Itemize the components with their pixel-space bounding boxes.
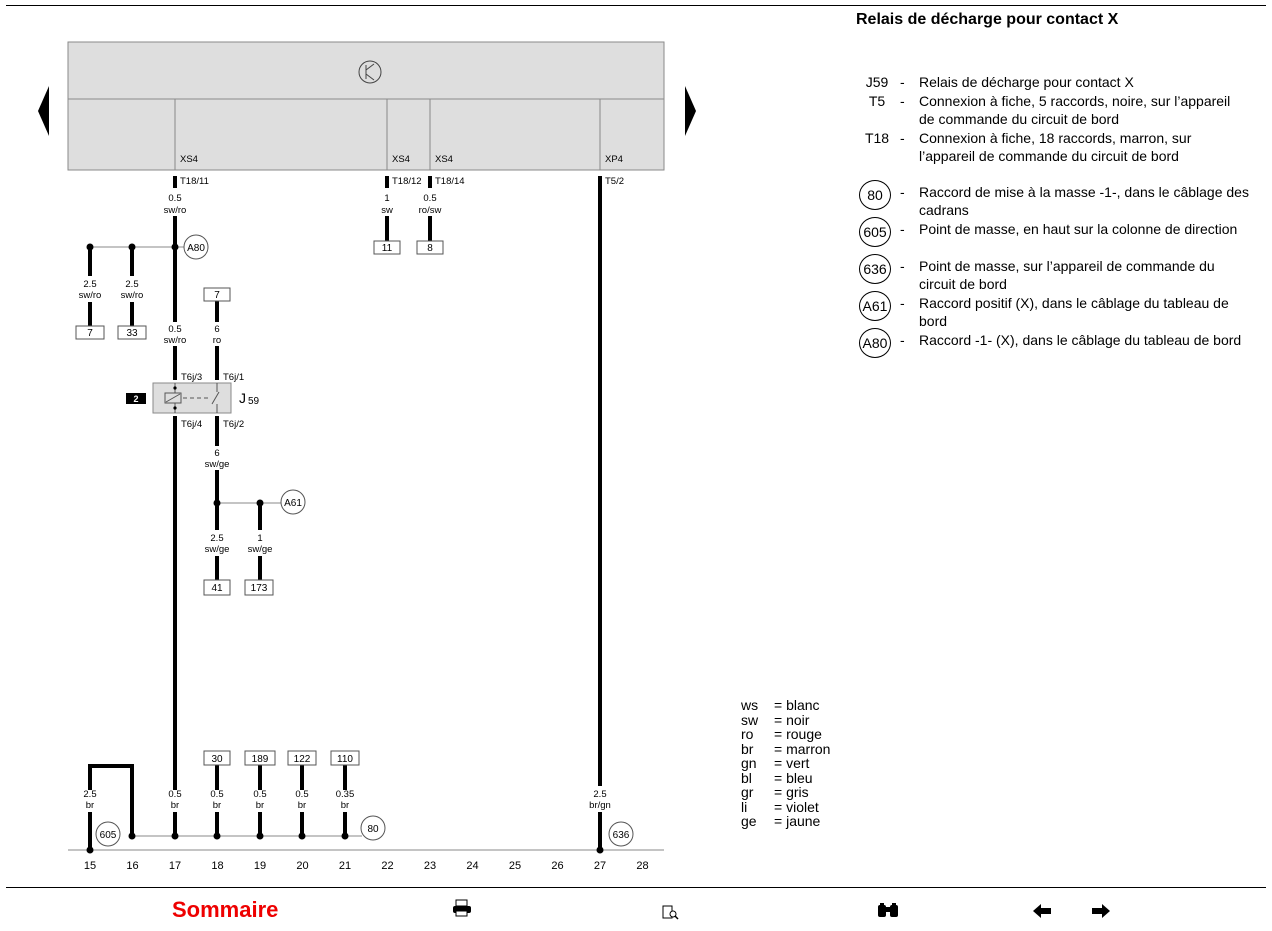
column-number: 27 <box>593 860 607 872</box>
column-number: 19 <box>253 860 267 872</box>
color-code: bl <box>741 769 752 786</box>
wire-size: 2.5 <box>593 789 607 800</box>
pin-label: T18/11 <box>180 176 209 187</box>
column-number: 26 <box>551 860 564 872</box>
wire-color: br <box>170 800 180 811</box>
color-name: violet <box>786 798 819 815</box>
color-code-row <box>741 814 830 829</box>
legend-dash: - <box>900 130 905 146</box>
nav-right-icon[interactable] <box>685 86 696 136</box>
wire-color: sw/ro <box>78 290 102 301</box>
printer-icon[interactable] <box>452 899 472 922</box>
legend-code: J59 <box>865 74 889 90</box>
legend-circle-code: 636 <box>859 254 891 284</box>
color-code-row <box>741 713 830 728</box>
wire-labels <box>79 193 611 811</box>
wire-size: 2.5 <box>83 789 97 800</box>
legend-circle-code: A61 <box>859 291 891 321</box>
wire-size: 0.5 <box>253 789 267 800</box>
connector-label: XS4 <box>392 154 410 165</box>
ref-box: 11 <box>381 243 393 254</box>
arrow-left-icon[interactable] <box>1032 903 1052 924</box>
column-number: 23 <box>423 860 437 872</box>
wire-size: 0.5 <box>168 789 182 800</box>
wire-color: sw/ge <box>204 459 230 470</box>
color-code-row <box>741 698 830 713</box>
wire-color: br <box>212 800 222 811</box>
bottom-rule <box>6 887 1266 888</box>
color-code: gr <box>741 784 754 800</box>
column-number: 25 <box>508 860 522 872</box>
column-numbers <box>84 860 649 872</box>
wire-color: ro/sw <box>418 205 442 216</box>
color-name: noir <box>786 711 810 728</box>
column-number: 22 <box>381 860 394 872</box>
legend-code: T18 <box>864 130 890 146</box>
pin-label: T5/2 <box>605 176 625 187</box>
legend-description: Raccord de mise à la masse -1-, dans le câblage des cadrans <box>919 184 1249 218</box>
equals-sign: = <box>774 769 787 786</box>
color-name: vert <box>786 755 810 771</box>
color-code: li <box>741 798 748 815</box>
connector-label: XP4 <box>605 154 623 165</box>
pin-label: T6j/2 <box>223 419 245 430</box>
relay-badge-label: 2 <box>133 394 139 404</box>
wire-size: 2.5 <box>83 279 97 290</box>
wires <box>90 176 600 850</box>
connector-label: XS4 <box>435 154 453 165</box>
wire-color: br <box>255 800 265 811</box>
point-80: 80 <box>367 824 379 835</box>
point-605: 605 <box>99 830 117 841</box>
wire-size: 1 <box>257 533 263 544</box>
pin-label: T6j/3 <box>181 372 203 383</box>
equals-sign: = <box>774 813 787 829</box>
wire-size: 2.5 <box>210 533 224 544</box>
ref-box: 173 <box>250 583 268 594</box>
wire-size: 0.5 <box>168 193 182 204</box>
color-code-legend <box>741 698 830 829</box>
control-unit-box <box>68 42 664 170</box>
wire-size: 6 <box>214 324 220 335</box>
ref-box: 7 <box>214 290 220 301</box>
document-search-icon[interactable] <box>662 905 680 926</box>
column-number: 24 <box>466 860 479 872</box>
relay-j59 <box>126 383 260 413</box>
color-name: rouge <box>786 726 822 742</box>
legend-circle-code: 605 <box>859 217 891 247</box>
ref-box: 122 <box>293 754 311 765</box>
point-a80: A80 <box>187 243 205 254</box>
relay-label-sub: 59 <box>248 396 260 407</box>
legend-dash: - <box>900 221 905 237</box>
legend-dash: - <box>900 258 905 274</box>
legend-description: Raccord -1- (X), dans le câblage du tableau de bord <box>919 332 1242 348</box>
ref-box: 189 <box>251 754 269 765</box>
sommaire-link[interactable]: Sommaire <box>172 897 279 922</box>
wire-size: 0.5 <box>295 789 309 800</box>
column-number: 18 <box>211 860 224 872</box>
legend-dash: - <box>900 93 905 109</box>
point-636: 636 <box>612 830 630 841</box>
pin-label: T18/14 <box>435 176 465 187</box>
wire-color: ro <box>212 335 222 346</box>
junction-lines <box>68 247 664 850</box>
wire-color: sw/ge <box>204 544 230 555</box>
color-code-row <box>741 742 830 757</box>
ref-box: 110 <box>337 754 353 765</box>
legend-dash: - <box>900 184 905 200</box>
equals-sign: = <box>774 784 787 800</box>
color-code: ro <box>741 726 754 742</box>
legend-description: Connexion à fiche, 5 raccords, noire, sur l’appareil de commande du circuit de bord <box>919 93 1231 127</box>
color-name: gris <box>786 784 809 800</box>
pin-label: T6j/1 <box>223 372 245 383</box>
color-name: bleu <box>786 769 813 786</box>
color-code: ge <box>741 813 757 829</box>
wire-color: br <box>297 800 307 811</box>
column-number: 17 <box>168 860 182 872</box>
wire-size: 0.5 <box>168 324 182 335</box>
equals-sign: = <box>774 740 787 757</box>
wire-size: 6 <box>214 448 220 459</box>
legend-circle-code: 80 <box>859 180 891 210</box>
column-number: 28 <box>636 860 649 872</box>
binoculars-icon[interactable] <box>876 902 900 925</box>
relay-label: J <box>239 390 246 406</box>
color-code-row <box>741 727 830 742</box>
equals-sign: = <box>774 711 787 728</box>
column-number: 15 <box>83 860 97 872</box>
wire-color: br <box>85 800 95 811</box>
ref-box: 41 <box>211 583 223 594</box>
page-title: Relais de décharge pour contact X <box>856 11 1119 28</box>
ref-box: 8 <box>427 243 433 254</box>
legend-description: Connexion à fiche, 18 raccords, marron, sur l’appareil de commande du circuit de bord <box>919 130 1192 164</box>
pin-label: T6j/4 <box>181 419 203 430</box>
equals-sign: = <box>774 697 787 713</box>
point-a61: A61 <box>284 498 302 509</box>
wire-color: sw/ro <box>120 290 144 301</box>
wire-color: sw/ro <box>163 205 187 216</box>
color-name: marron <box>786 740 831 757</box>
color-code: br <box>741 740 754 757</box>
color-code-row <box>741 800 830 815</box>
color-code-row <box>741 785 830 800</box>
wire-size: 0.5 <box>423 193 437 204</box>
legend-dash: - <box>900 332 905 348</box>
arrow-right-icon[interactable] <box>1091 903 1111 924</box>
legend-description: Point de masse, en haut sur la colonne de direction <box>919 221 1238 237</box>
wire-color: sw <box>381 205 393 216</box>
color-code-row <box>741 756 830 771</box>
wire-size: 2.5 <box>125 279 139 290</box>
color-code: gn <box>741 755 757 771</box>
ref-box: 7 <box>87 328 93 339</box>
legend-dash: - <box>900 74 905 90</box>
wire-size: 0.35 <box>335 789 355 800</box>
color-code-row <box>741 771 830 786</box>
legend-description: Relais de décharge pour contact X <box>919 74 1134 90</box>
wire-size: 1 <box>384 193 390 204</box>
equals-sign: = <box>774 726 787 742</box>
legend-description: Point de masse, sur l’appareil de commande du circuit de bord <box>919 258 1215 292</box>
legend-description: Raccord positif (X), dans le câblage du tableau de bord <box>919 295 1229 329</box>
connector-label: XS4 <box>180 154 198 165</box>
color-code: ws <box>741 697 759 713</box>
legend-code: T5 <box>868 93 886 109</box>
color-name: blanc <box>786 697 820 713</box>
column-number: 21 <box>338 860 352 872</box>
equals-sign: = <box>774 798 787 815</box>
wire-color: sw/ge <box>247 544 273 555</box>
pin-label: T18/12 <box>392 176 422 187</box>
wire-size: 0.5 <box>210 789 224 800</box>
wire-color: br/gn <box>589 800 611 811</box>
ref-box: 33 <box>126 328 138 339</box>
column-number: 16 <box>126 860 139 872</box>
ref-box: 30 <box>211 754 223 765</box>
legend-circle-code: A80 <box>859 328 891 358</box>
legend-dash: - <box>900 295 905 311</box>
color-code: sw <box>741 711 759 728</box>
wire-color: br <box>340 800 350 811</box>
wire-color: sw/ro <box>163 335 187 346</box>
color-name: jaune <box>786 813 821 829</box>
equals-sign: = <box>774 755 787 771</box>
column-number: 20 <box>296 860 309 872</box>
